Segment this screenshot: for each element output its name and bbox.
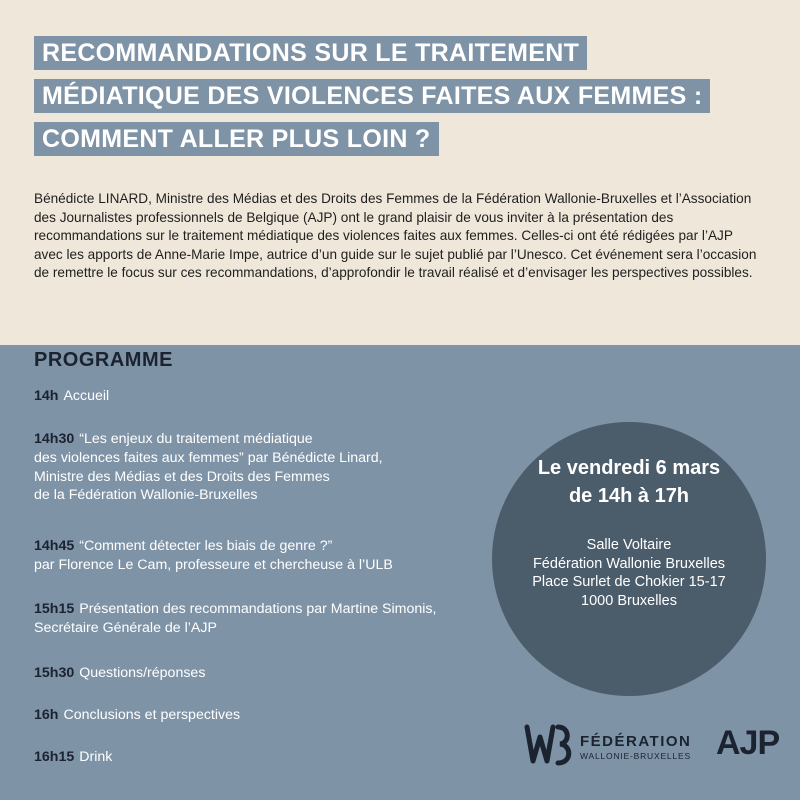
- intro-paragraph: Bénédicte LINARD, Ministre des Médias et des Droits des Femmes de la Fédération Wallonie-Bruxelles et l’Association des Journalistes professionnels de Belgique (AJP) ont le grand plaisir de vous inviter à la présentation des recommandations sur le traitement médiatique des violences faites aux femmes. Celles-ci ont été rédigées par l’AJP avec les apports de Anne-Marie Impe, autrice d’un guide sur le sujet publié par l’Unesco. Cet événement sera l’occasion de remettre le focus sur ces recommandations, d’approfondir le travail réalisé et d’envisager les perspectives possibles.: [34, 191, 757, 280]
- programme-item: [34, 664, 504, 683]
- programme-text: Accueil: [63, 388, 110, 404]
- title-line-3: COMMENT ALLER PLUS LOIN ?: [34, 122, 439, 156]
- fwb-logo-icon: [524, 721, 576, 769]
- event-date: [492, 454, 766, 510]
- programme-text: “Les enjeux du traitement médiatique des violences faites aux femmes” par Bénédicte Linard, Ministre des Médias et des Droits des Femmes de la Fédération Wallonie-Bruxelles: [34, 431, 383, 504]
- event-time-line: de 14h à 17h: [568, 485, 690, 507]
- programme-item: [34, 706, 504, 725]
- programme-time: 15h30: [34, 665, 75, 681]
- programme-item: [34, 387, 504, 406]
- programme-text: Questions/réponses: [79, 665, 206, 681]
- title-line-2: MÉDIATIQUE DES VIOLENCES FAITES AUX FEMMES :: [34, 79, 710, 113]
- programme-time: 16h15: [34, 749, 75, 765]
- venue-room: Salle Voltaire: [586, 537, 672, 553]
- programme-item: [34, 748, 504, 767]
- event-info-circle: [492, 422, 766, 696]
- programme-item: [34, 600, 504, 638]
- fwb-logo-line-2: WALLONIE-BRUXELLES: [580, 751, 691, 761]
- fwb-logo-line-1: FÉDÉRATION: [580, 733, 692, 750]
- title-line-1: RECOMMANDATIONS SUR LE TRAITEMENT: [34, 36, 587, 70]
- programme-time: 14h45: [34, 538, 75, 554]
- event-venue: [492, 536, 766, 610]
- programme-item: [34, 537, 504, 575]
- programme-text: Présentation des recommandations par Martine Simonis, Secrétaire Générale de l’AJP: [34, 601, 437, 636]
- programme-time: 14h: [34, 388, 59, 404]
- fwb-logo-text: [580, 734, 691, 762]
- venue-city: 1000 Bruxelles: [581, 592, 677, 609]
- programme-text: “Comment détecter les biais de genre ?” par Florence Le Cam, professeure et chercheuse à l’ULB: [34, 538, 393, 573]
- ajp-logo: AJP: [716, 724, 780, 762]
- venue-street: Place Surlet de Chokier 15-17: [532, 574, 726, 590]
- programme-text: Drink: [79, 749, 113, 765]
- programme-time: 15h15: [34, 601, 75, 617]
- event-date-line: Le vendredi 6 mars: [537, 457, 721, 479]
- programme-text: Conclusions et perspectives: [63, 707, 241, 723]
- venue-organisation: Fédération Wallonie Bruxelles: [532, 555, 726, 572]
- programme-heading: PROGRAMME: [34, 349, 173, 371]
- programme-item: [34, 430, 504, 505]
- programme-time: 14h30: [34, 431, 75, 447]
- programme-time: 16h: [34, 707, 59, 723]
